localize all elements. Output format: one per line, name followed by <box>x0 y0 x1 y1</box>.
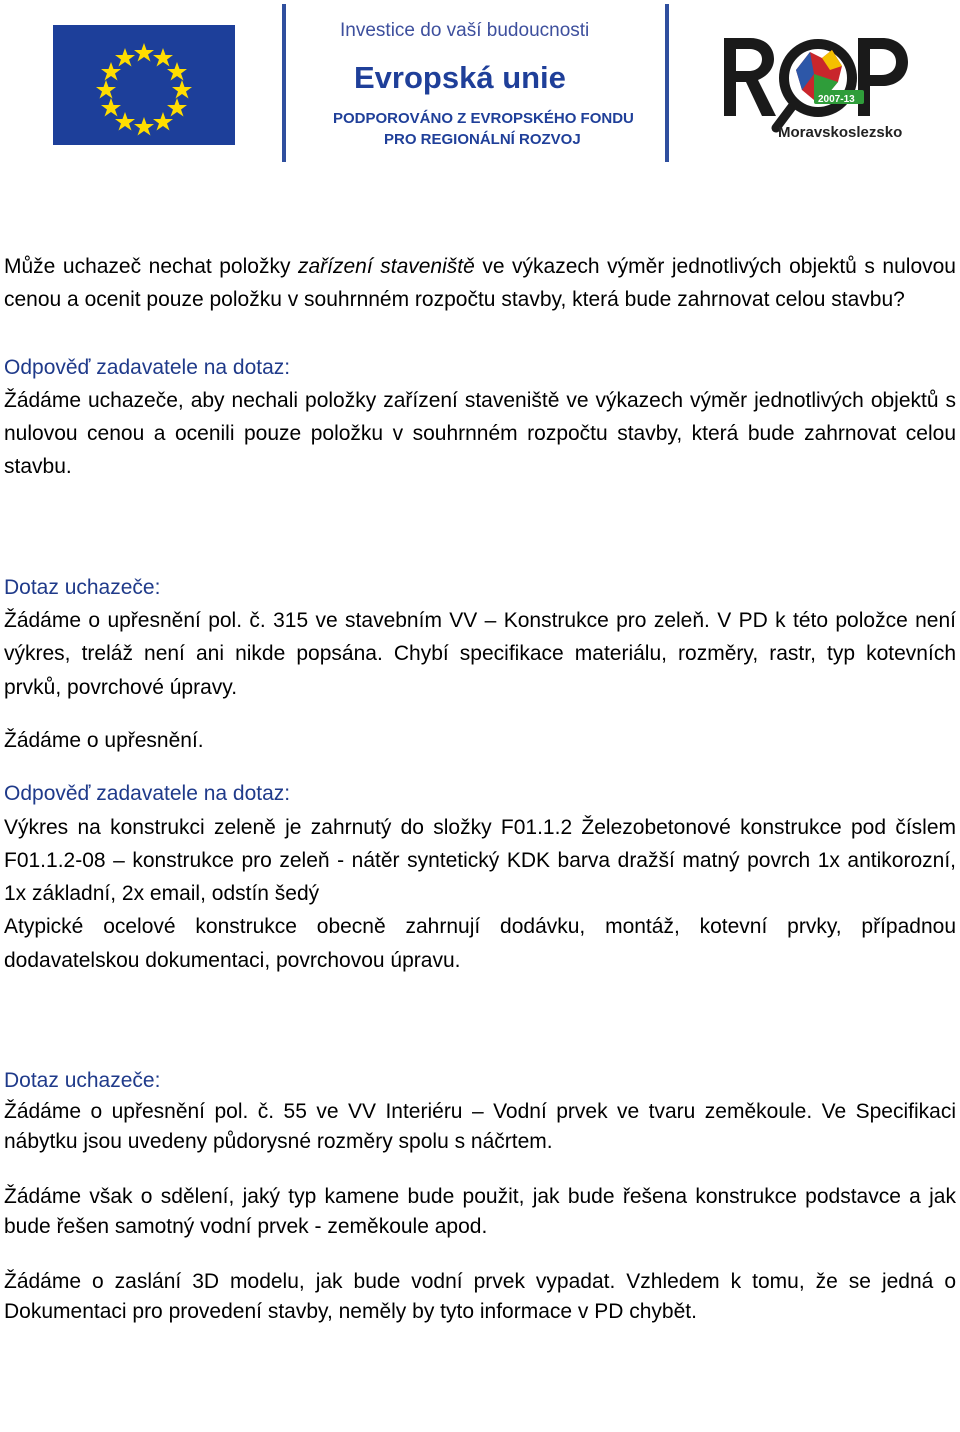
eu-fund-line1: PODPOROVÁNO Z EVROPSKÉHO FONDU <box>333 110 634 127</box>
question-1-emphasis: zařízení staveniště <box>298 255 475 278</box>
divider-right <box>665 4 669 162</box>
answer-2-text-2: Atypické ocelové konstrukce obecně zahrnují dodávku, montáž, kotevní prvky, případnou dodavatelskou dokumentaci, povrchovou úpravu. <box>4 915 956 972</box>
answer-2-text: Výkres na konstrukci zeleně je zahrnutý do složky F01.1.2 Železobetonové konstrukce pod číslem F01.1.2-08 – konstrukce pro zeleň - nátěr syntetický KDK barva dražší matný povrch 1x antikorozní, 1x základní, 2x email, odstín šedý <box>4 815 956 906</box>
rop-logo <box>718 30 918 160</box>
eu-fund-line2: PRO REGIONÁLNÍ ROZVOJ <box>384 131 581 148</box>
document-body <box>4 250 956 1326</box>
rop-region-label: Moravskoslezsko <box>778 124 903 141</box>
answer-1-heading: Odpověď zadavatele na dotaz: <box>4 355 291 379</box>
eu-flag-logo <box>53 25 235 145</box>
page-header <box>0 0 960 175</box>
question-2-text: Žádáme o upřesnění pol. č. 315 ve stavebním VV – Konstrukce pro zeleň. V PD k této položce není výkres, treláž není ani nikde popsána. Chybí specifikace materiálu, rozměry, rastr, typ kotevních prvků, povrchové úpravy. <box>4 609 956 699</box>
question-1 <box>4 250 956 317</box>
eu-slogan: Investice do vaší budoucnosti <box>340 20 590 41</box>
divider-left <box>282 4 286 162</box>
question-2-text-2: Žádáme o upřesnění. <box>4 728 204 752</box>
question-3-text-2: Žádáme však o sdělení, jaký typ kamene bude použit, jak bude řešena konstrukce podstavce a jak bude řešen samotný vodní prvek - zeměkoule apod. <box>4 1185 956 1238</box>
eu-title: Evropská unie <box>354 60 566 95</box>
question-1-post: ve výkazech výměr jednotlivých objektů s nulovou cenou a ocenit pouze položku v souhrnném rozpočtu stavby, která bude zahrnovat celou stavbu? <box>4 255 956 312</box>
question-3-text: Žádáme o upřesnění pol. č. 55 ve VV Interiéru – Vodní prvek ve tvaru zeměkoule. Ve Specifikaci nábytku jsou uvedeny půdorysné rozměry spolu s náčrtem. <box>4 1100 956 1153</box>
answer-1-text: Žádáme uchazeče, aby nechali položky zařízení staveniště ve výkazech výměr jednotlivých objektů s nulovou cenou a ocenili pouze položku v souhrnném rozpočtu stavby, která bude zahrnovat celou stavbu. <box>4 388 956 479</box>
answer-2-heading: Odpověď zadavatele na dotaz: <box>4 782 291 806</box>
question-3-heading: Dotaz uchazeče: <box>4 1069 161 1093</box>
question-3-text-3: Žádáme o zaslání 3D modelu, jak bude vodní prvek vypadat. Vzhledem k tomu, že se jedná o Dokumentaci pro provedení stavby, neměly by tyto informace v PD chybět. <box>4 1270 956 1323</box>
question-1-pre: Může uchazeč nechat položky <box>4 255 298 278</box>
question-2-heading: Dotaz uchazeče: <box>4 575 161 599</box>
rop-years: 2007-13 <box>818 94 855 105</box>
